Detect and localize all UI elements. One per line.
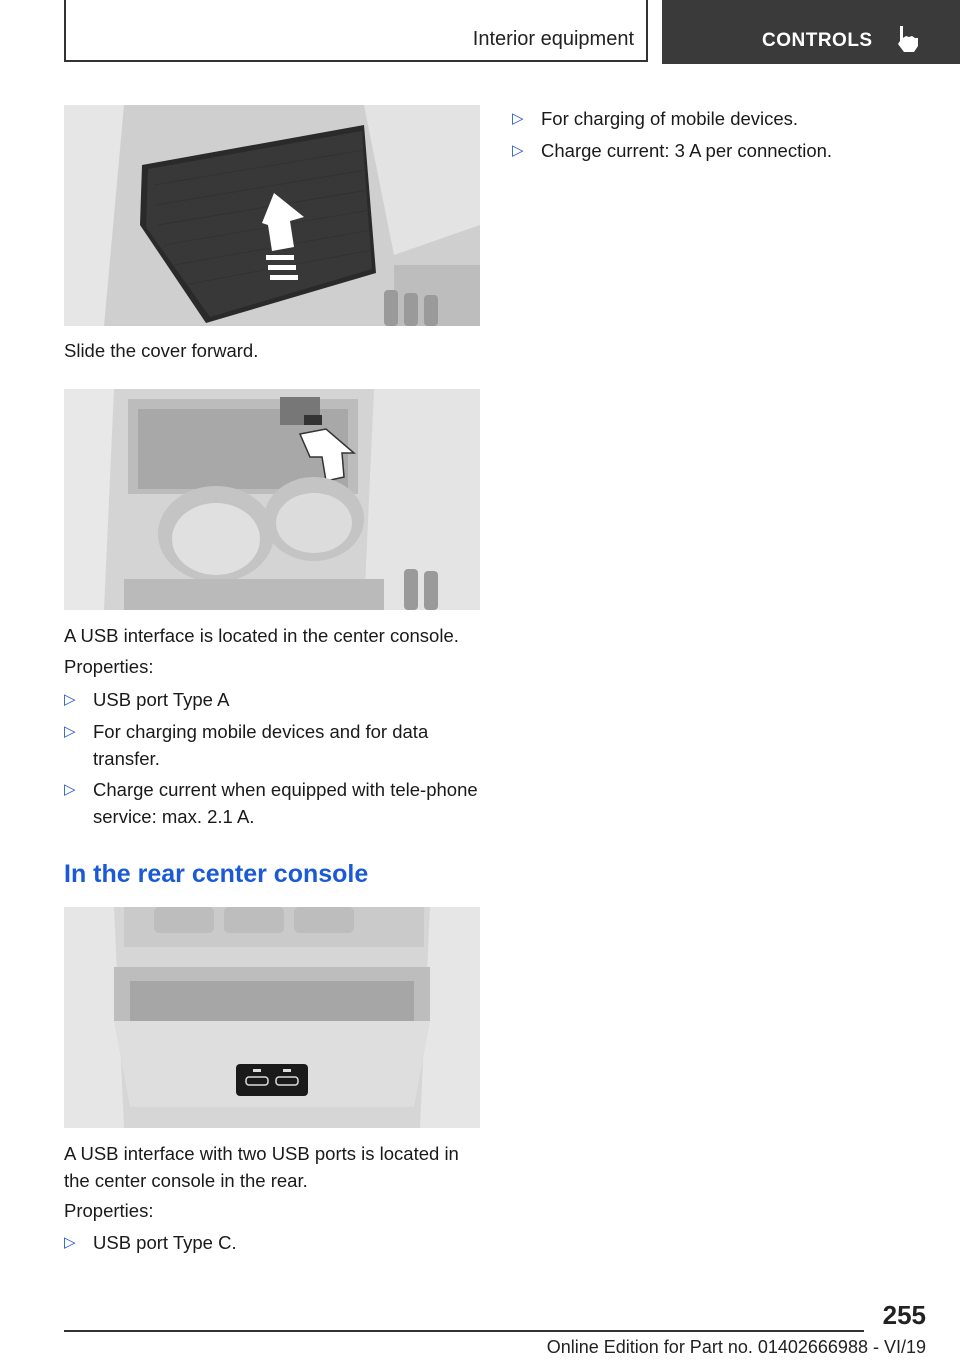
chapter-title: CONTROLS bbox=[762, 30, 873, 51]
section-heading-rear-console: In the rear center console bbox=[64, 860, 369, 888]
properties-label-front: Properties: bbox=[64, 656, 154, 677]
header-chapter-box bbox=[662, 0, 960, 64]
figure-rear-usb bbox=[64, 907, 480, 1128]
fig1-caption: Slide the cover forward. bbox=[64, 340, 259, 361]
figure-cover-slide bbox=[64, 105, 480, 326]
section-title: Interior equipment bbox=[472, 28, 634, 50]
footer-divider bbox=[64, 1330, 864, 1332]
front-usb-intro: A USB interface is located in the center console. bbox=[64, 625, 459, 646]
bullet-triangle-icon: ▷ bbox=[64, 723, 76, 740]
bullet-triangle-icon: ▷ bbox=[512, 142, 524, 159]
hand-pointer-icon bbox=[894, 24, 922, 54]
page-number: 255 bbox=[882, 1300, 926, 1330]
bullet-triangle-icon: ▷ bbox=[512, 110, 524, 127]
properties-label-rear: Properties: bbox=[64, 1200, 154, 1221]
header-section-box bbox=[64, 0, 648, 62]
bullet-triangle-icon: ▷ bbox=[64, 781, 76, 798]
bullet-triangle-icon: ▷ bbox=[64, 691, 76, 708]
rear-usb-intro: A USB interface with two USB ports is located in the center console in the rear. bbox=[64, 1143, 459, 1191]
bullet-triangle-icon: ▷ bbox=[64, 1234, 76, 1251]
figure-front-usb bbox=[64, 389, 480, 610]
footer-edition: Online Edition for Part no. 01402666988 - VI/19 bbox=[546, 1337, 926, 1357]
